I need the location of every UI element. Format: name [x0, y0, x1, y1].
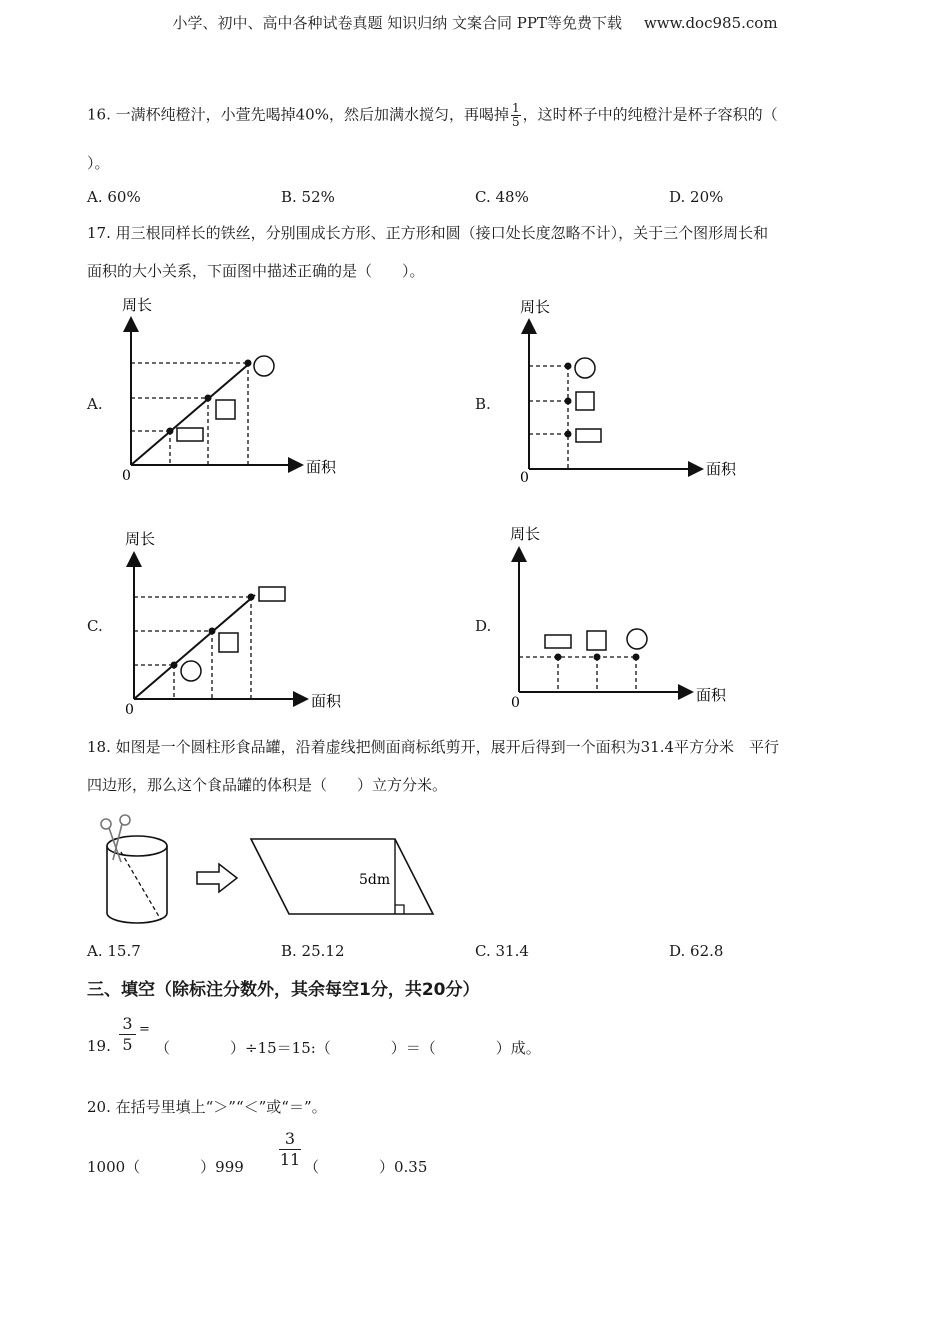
q16-text-post: ，这时杯子中的纯橙汁是杯子容积的（	[522, 105, 778, 124]
graph-d-x-label: 面积	[696, 686, 727, 704]
q16-frac-den: 5	[511, 115, 520, 129]
q17-graph-b	[510, 292, 750, 492]
graph-b-y-label: 周长	[520, 298, 551, 316]
q16-option-a: A. 60%	[87, 188, 141, 206]
q19-equals: =	[139, 1022, 150, 1037]
graph-b-origin: 0	[520, 470, 529, 486]
circle-icon	[627, 629, 647, 649]
q19-number: 19.	[87, 1037, 111, 1055]
graph-a-point-circle	[245, 360, 252, 367]
height-label: 5dm	[359, 872, 391, 888]
q16-option-c: C. 48%	[475, 188, 529, 206]
rectangle-icon	[259, 587, 285, 601]
right-angle-mark	[395, 905, 404, 914]
square-icon	[216, 400, 235, 419]
q16-fraction	[511, 102, 521, 129]
graph-a-line	[131, 363, 250, 465]
circle-icon	[181, 661, 201, 681]
q17-graph-a	[110, 290, 350, 490]
graph-a-origin: 0	[122, 468, 131, 484]
parallelogram-drawing	[251, 839, 433, 914]
rectangle-icon	[177, 428, 203, 441]
graph-c-point-circle	[171, 662, 178, 669]
q20-frac-num: 3	[279, 1129, 301, 1150]
graph-b-x-label: 面积	[706, 460, 737, 478]
q18-option-a: A. 15.7	[87, 942, 141, 960]
q20-fraction	[279, 1129, 301, 1170]
q18-option-b: B. 25.12	[281, 942, 345, 960]
graph-c-x-label: 面积	[311, 692, 342, 710]
header-site-link[interactable]: www.doc985.com	[643, 14, 778, 32]
q16-option-b: B. 52%	[281, 188, 335, 206]
graph-a-x-label: 面积	[306, 458, 337, 476]
q16-frac-num: 1	[511, 101, 520, 115]
q17-option-c-label: C.	[87, 617, 103, 635]
q18-option-d: D. 62.8	[669, 942, 724, 960]
q20-frac-den: 11	[279, 1150, 301, 1169]
q16-option-d: D. 20%	[669, 188, 724, 206]
q18-figure	[95, 808, 445, 928]
q17-option-a-label: A.	[87, 395, 103, 413]
q20-item2: （ ）0.35	[304, 1158, 428, 1176]
right-arrow-icon	[197, 864, 237, 892]
q18-line2: 四边形，那么这个食品罐的体积是（ ）立方分米。	[87, 776, 448, 794]
square-icon	[219, 633, 238, 652]
q17-graph-c	[115, 525, 355, 720]
page-header	[0, 12, 950, 33]
graph-d-y-label: 周长	[510, 525, 541, 543]
circle-icon	[254, 356, 274, 376]
q17-line1: 17. 用三根同样长的铁丝，分别围成长方形、正方形和圆（接口处长度忽略不计），关于三个图形周长和	[87, 224, 769, 242]
graph-a-point-square	[205, 395, 212, 402]
q19-frac-num: 3	[119, 1014, 136, 1035]
q19-text: （ ）÷15＝15:（ ）＝（ ）成。	[155, 1039, 541, 1057]
circle-icon	[575, 358, 595, 378]
section-title: 三、填空（除标注分数外，其余每空1分，共20分）	[87, 980, 480, 1000]
graph-c-line	[134, 595, 255, 699]
graph-b-point-circle	[565, 363, 572, 370]
graph-c-point-square	[209, 628, 216, 635]
graph-b-point-square	[565, 398, 572, 405]
graph-d-point-rect	[555, 654, 562, 661]
q19-fraction	[119, 1014, 136, 1055]
q17-option-b-label: B.	[475, 395, 491, 413]
q18-line1: 18. 如图是一个圆柱形食品罐，沿着虚线把侧面商标纸剪开，展开后得到一个面积为31.4平方分米 平行	[87, 738, 780, 756]
q16-text-pre: 16. 一满杯纯橙汁，小萱先喝掉40%，然后加满水搅匀，再喝掉	[87, 105, 509, 124]
q16-line2: ）。	[87, 154, 110, 172]
rectangle-icon	[576, 429, 601, 442]
square-icon	[576, 392, 594, 410]
q17-graph-d	[500, 520, 740, 715]
rectangle-icon	[545, 635, 571, 648]
graph-d-point-square	[594, 654, 601, 661]
q18-option-c: C. 31.4	[475, 942, 529, 960]
graph-c-y-label: 周长	[125, 530, 156, 548]
q19-frac-den: 5	[122, 1035, 133, 1054]
q20-item1: 1000（ ）999	[87, 1158, 244, 1176]
q20-line1: 20. 在括号里填上“＞”“＜”或“＝”。	[87, 1098, 327, 1116]
graph-a-point-rect	[167, 428, 174, 435]
graph-d-origin: 0	[511, 695, 520, 711]
q16-line1	[87, 102, 778, 129]
graph-a-y-label: 周长	[122, 296, 153, 314]
square-icon	[587, 631, 606, 650]
graph-c-point-rect	[248, 594, 255, 601]
graph-c-origin: 0	[125, 702, 134, 718]
header-text: 小学、初中、高中各种试卷真题 知识归纳 文案合同 PPT等免费下载	[172, 14, 622, 32]
graph-d-point-circle	[633, 654, 640, 661]
q17-line2: 面积的大小关系，下面图中描述正确的是（ ）。	[87, 262, 425, 280]
q17-option-d-label: D.	[475, 617, 492, 635]
graph-b-point-rect	[565, 431, 572, 438]
